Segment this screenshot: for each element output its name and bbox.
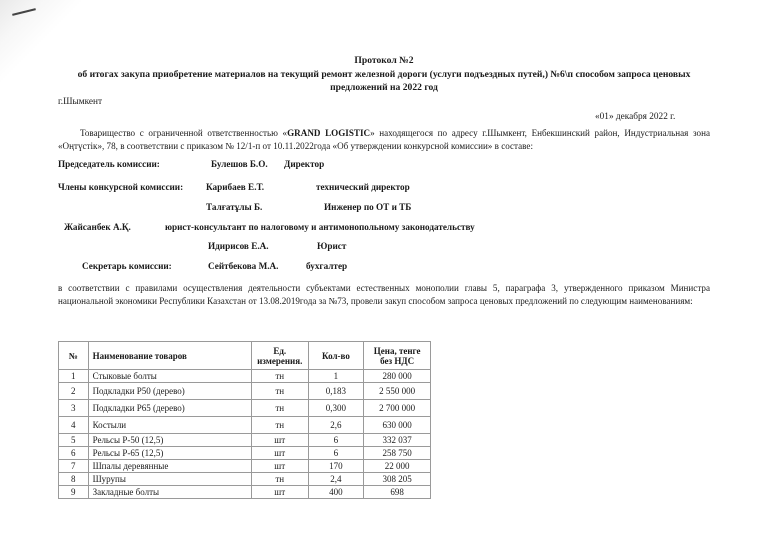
cell-price: 22 000 bbox=[364, 460, 431, 473]
cell-qty: 2,4 bbox=[308, 473, 364, 486]
table-row bbox=[59, 460, 431, 473]
cell-price: 2 700 000 bbox=[364, 400, 431, 417]
cell-price: 698 bbox=[364, 486, 431, 499]
header-unit: Ед. измерения. bbox=[251, 342, 308, 370]
cell-price: 2 550 000 bbox=[364, 383, 431, 400]
cell-unit: тн bbox=[251, 400, 308, 417]
cell-qty: 6 bbox=[308, 434, 364, 447]
table-row bbox=[59, 473, 431, 486]
members-label: Члены конкурсной комиссии: bbox=[58, 182, 184, 192]
table-row bbox=[59, 383, 431, 400]
header-num: № bbox=[59, 342, 89, 370]
chairman-name: Булешов Б.О. bbox=[211, 159, 268, 169]
intro-text-a: Товарищество с ограниченной ответственностью « bbox=[80, 128, 288, 138]
header-name: Наименование товаров bbox=[88, 342, 251, 370]
member-name: Жайсанбек А.Қ. bbox=[64, 222, 131, 232]
cell-price: 280 000 bbox=[364, 370, 431, 383]
table-row bbox=[59, 434, 431, 447]
cell-qty: 0,300 bbox=[308, 400, 364, 417]
cell-num: 7 bbox=[59, 460, 89, 473]
intro-text-b: » находящегося по адресу г.Шымкент, Енбекшинский район, Индустриальная зона «Оңтүстік», 78, в соответствии с приказом № 12/1-п от 10.11.2022года «Об утверждении конкурсной комиссии» в составе: bbox=[58, 128, 710, 151]
member-position: Инженер по ОТ и ТБ bbox=[324, 202, 412, 212]
pen-mark bbox=[12, 8, 36, 16]
chairman-label: Председатель комиссии: bbox=[58, 159, 160, 169]
member-name: Талғатұлы Б. bbox=[206, 202, 263, 212]
cell-name: Закладные болты bbox=[88, 486, 251, 499]
cell-name: Стыковые болты bbox=[88, 370, 251, 383]
secretary-label: Секретарь комиссии: bbox=[82, 261, 172, 271]
goods-table bbox=[58, 341, 431, 499]
cell-unit: шт bbox=[251, 460, 308, 473]
cell-num: 3 bbox=[59, 400, 89, 417]
member-position: технический директор bbox=[316, 182, 410, 192]
cell-num: 9 bbox=[59, 486, 89, 499]
member-name: Карибаев Е.Т. bbox=[206, 182, 264, 192]
document-title: Протокол №2 bbox=[354, 55, 414, 66]
cell-name: Шпалы деревянные bbox=[88, 460, 251, 473]
cell-qty: 0,183 bbox=[308, 383, 364, 400]
cell-price: 308 205 bbox=[364, 473, 431, 486]
cell-price: 258 750 bbox=[364, 447, 431, 460]
cell-unit: тн bbox=[251, 370, 308, 383]
member-position: юрист-консультант по налоговому и антимонопольному законодательству bbox=[165, 222, 475, 232]
cell-unit: тн bbox=[251, 473, 308, 486]
table-row bbox=[59, 486, 431, 499]
cell-qty: 400 bbox=[308, 486, 364, 499]
city: г.Шымкент bbox=[58, 97, 103, 107]
cell-name: Рельсы Р-50 (12,5) bbox=[88, 434, 251, 447]
document-date: «01» декабря 2022 г. bbox=[595, 112, 676, 122]
cell-unit: шт bbox=[251, 434, 308, 447]
cell-qty: 6 bbox=[308, 447, 364, 460]
cell-name: Костыли bbox=[88, 417, 251, 434]
cell-name: Рельсы Р-65 (12,5) bbox=[88, 447, 251, 460]
cell-price: 332 037 bbox=[364, 434, 431, 447]
table-header-row bbox=[59, 342, 431, 370]
cell-num: 5 bbox=[59, 434, 89, 447]
cell-qty: 170 bbox=[308, 460, 364, 473]
cell-qty: 1 bbox=[308, 370, 364, 383]
cell-num: 2 bbox=[59, 383, 89, 400]
cell-unit: шт bbox=[251, 486, 308, 499]
table-row bbox=[59, 370, 431, 383]
document-subtitle-line1: об итогах закупа приобретение материалов на текущий ремонт железной дороги (услуги подъездных путей,) №6\п способом запроса ценовых bbox=[77, 69, 691, 80]
cell-name: Подкладки Р50 (дерево) bbox=[88, 383, 251, 400]
cell-price: 630 000 bbox=[364, 417, 431, 434]
cell-qty: 2,6 bbox=[308, 417, 364, 434]
basis-paragraph: в соответствии с правилами осуществления деятельности субъектами естественных монополии главы 5, параграфа 3, утвержденного приказом Министра национальной экономики Республики Казахстан от 13.08.2019года за №73, провели закуп способом запроса ценовых предложений по следующим наименованиям: bbox=[58, 283, 710, 306]
header-qty: Кол-во bbox=[308, 342, 364, 370]
table-row bbox=[59, 417, 431, 434]
cell-num: 1 bbox=[59, 370, 89, 383]
cell-name: Шурупы bbox=[88, 473, 251, 486]
header-price: Цена, тенге без НДС bbox=[364, 342, 431, 370]
cell-name: Подкладки Р65 (дерево) bbox=[88, 400, 251, 417]
cell-unit: тн bbox=[251, 417, 308, 434]
cell-num: 6 bbox=[59, 447, 89, 460]
member-position: Юрист bbox=[317, 241, 347, 251]
cell-unit: шт bbox=[251, 447, 308, 460]
document-subtitle-line2: предложений на 2022 год bbox=[330, 82, 438, 93]
member-name: Идирисов Е.А. bbox=[208, 241, 269, 251]
secretary-name: Сейтбекова М.А. bbox=[208, 261, 279, 271]
secretary-position: бухгалтер bbox=[306, 261, 348, 271]
chairman-position: Директор bbox=[284, 159, 325, 169]
cell-num: 4 bbox=[59, 417, 89, 434]
intro-paragraph bbox=[58, 127, 710, 153]
company-name: GRAND LOGISTIC bbox=[287, 128, 371, 138]
cell-num: 8 bbox=[59, 473, 89, 486]
cell-unit: тн bbox=[251, 383, 308, 400]
table-row bbox=[59, 447, 431, 460]
table-row bbox=[59, 400, 431, 417]
